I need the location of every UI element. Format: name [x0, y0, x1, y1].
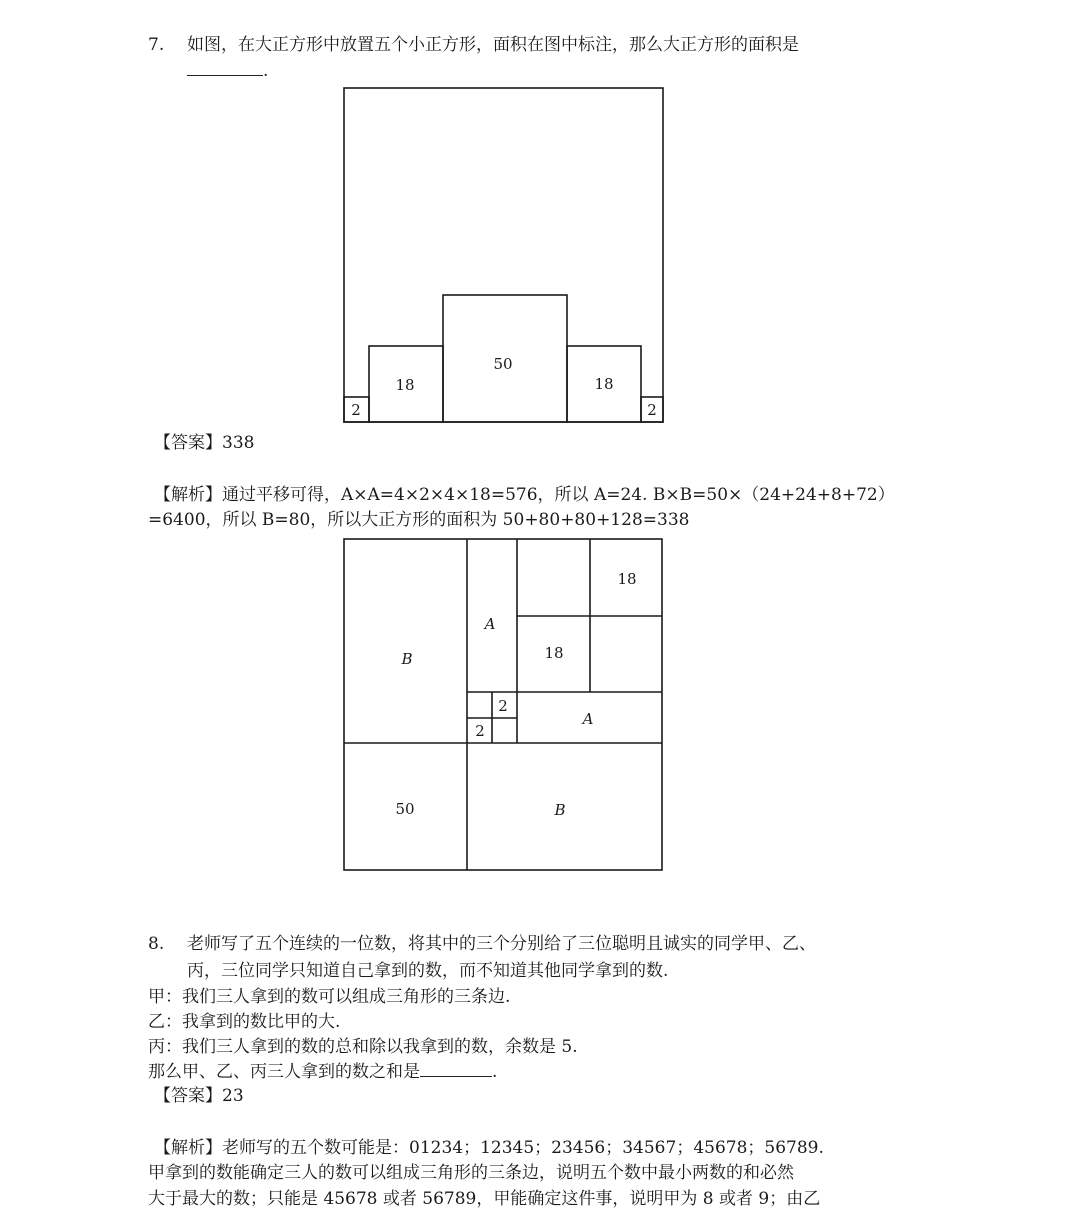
- q7-analysis-line-1: 【解析】通过平移可得，A×A=4×2×4×18=576，所以 A=24. B×B=50×（24+24+8+72）: [154, 485, 895, 505]
- label-2-left: 2: [351, 401, 361, 419]
- q8-text-line-2: 丙，三位同学只知道自己拿到的数，而不知道其他同学拿到的数.: [187, 961, 669, 981]
- answer-blank-line: [420, 1060, 492, 1077]
- label-18-top: 18: [617, 570, 637, 588]
- q8-analysis-line-1: 【解析】老师写的五个数可能是：01234；12345；23456；34567；45678；56789.: [154, 1138, 824, 1158]
- q8-statement-bing: 丙：我们三人拿到的数的总和除以我拿到的数，余数是 5.: [148, 1037, 578, 1057]
- q8-statement-jia: 甲：我们三人拿到的数可以组成三角形的三条边.: [148, 987, 511, 1007]
- label-b-top: B: [401, 650, 413, 668]
- label-b-bottom: B: [554, 801, 566, 819]
- q8-statement-yi: 乙：我拿到的数比甲的大.: [148, 1012, 341, 1032]
- label-2-right: 2: [647, 401, 657, 419]
- q8-question-text: 那么甲、乙、丙三人拿到的数之和是: [148, 1062, 420, 1082]
- q8-question: [148, 1060, 497, 1084]
- label-2-bottom: 2: [475, 722, 485, 740]
- q7-number: 7.: [148, 35, 165, 55]
- q8-answer: 【答案】23: [154, 1086, 244, 1106]
- q7-answer: 【答案】338: [154, 433, 255, 453]
- q7-question-text: 如图，在大正方形中放置五个小正方形，面积在图中标注，那么大正方形的面积是: [187, 35, 799, 55]
- blank-period: .: [492, 1062, 498, 1082]
- q8-number: 8.: [148, 934, 165, 954]
- label-18-left: 18: [395, 376, 415, 394]
- q7-analysis-line-2: =6400，所以 B=80，所以大正方形的面积为 50+80+80+128=338: [148, 510, 690, 530]
- q8-analysis-line-3: 大于最大的数；只能是 45678 或者 56789，甲能确定这件事，说明甲为 8 或者 9；由乙: [148, 1189, 821, 1209]
- blank-period: .: [263, 61, 269, 81]
- q8-analysis-line-2: 甲拿到的数能确定三人的数可以组成三角形的三条边，说明五个数中最小两数的和必然: [148, 1163, 794, 1183]
- label-18-mid: 18: [544, 644, 564, 662]
- label-a-horizontal: A: [582, 710, 594, 728]
- label-a-vertical: A: [484, 615, 496, 633]
- label-18-right: 18: [594, 375, 614, 393]
- label-50: 50: [395, 800, 415, 818]
- q8-text-line-1: 老师写了五个连续的一位数，将其中的三个分别给了三位聪明且诚实的同学甲、乙、: [187, 934, 816, 954]
- label-50-center: 50: [493, 355, 513, 373]
- label-2-top: 2: [498, 697, 508, 715]
